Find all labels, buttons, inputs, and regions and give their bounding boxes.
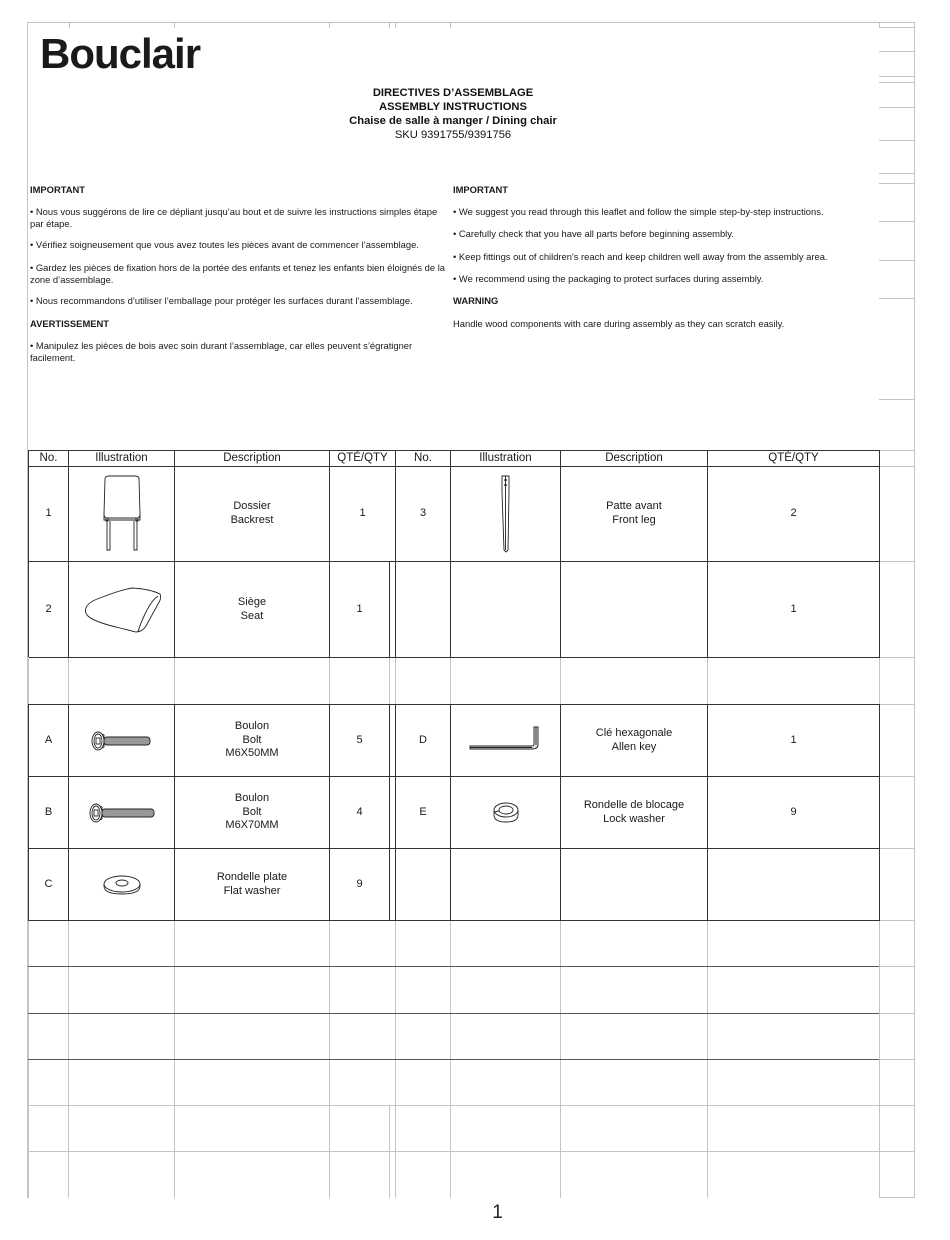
note-fr-2: • Vérifiez soigneusement que vous avez toutes les pièces avant de commencer l’assemblage.: [30, 239, 419, 250]
note-en-3: • Keep fittings out of children's reach and keep children well away from the assembly area.: [453, 251, 828, 262]
description-french: Clé hexagonale: [595, 726, 673, 739]
description-english: Lock washer: [603, 812, 665, 825]
part-quantity: 1: [359, 507, 366, 520]
important-heading-en: IMPORTANT: [453, 184, 509, 195]
part-number: D: [419, 733, 427, 746]
description-english: Front leg: [612, 514, 656, 526]
header-illustration-right: Illustration: [479, 451, 532, 464]
sku-label: SKU 9391755/9391756: [394, 129, 512, 141]
description-french: Siège: [237, 595, 267, 608]
description-french: Dossier: [233, 500, 271, 513]
backrest-illustration-icon: [69, 467, 174, 561]
bolt-spec: M6X50MM: [225, 747, 279, 760]
allen-key-illustration-icon: [451, 705, 560, 776]
warning-text-fr: • Manipulez les pièces de bois avec soin durant l’assemblage, car elles peuvent s’égratigner facilement.: [30, 340, 413, 363]
title-french: DIRECTIVES D’ASSEMBLAGE: [372, 87, 534, 99]
part-description: [561, 849, 707, 920]
empty-illustration-cell: [451, 849, 560, 920]
part-description: [175, 562, 329, 657]
header-qty-right: QTÉ/QTY: [768, 451, 819, 464]
description-french: Patte avant: [606, 500, 662, 513]
warning-heading-en: WARNING: [453, 295, 499, 306]
description-english: Backrest: [230, 514, 274, 526]
description-french: Boulon: [234, 792, 270, 805]
part-number: [396, 849, 450, 920]
note-fr-1: • Nous vous suggérons de lire ce dépliant jusqu’au bout et de suivre les instructions simples étape par étape.: [30, 206, 438, 229]
front-leg-illustration-icon: [451, 467, 560, 561]
flat-washer-illustration-icon: [69, 849, 174, 920]
part-quantity: 1: [790, 602, 797, 615]
notes-french: [30, 184, 450, 374]
warning-text-en: Handle wood components with care during assembly as they can scratch easily.: [453, 318, 785, 329]
part-quantity: 9: [356, 877, 363, 890]
document-title-block: [250, 86, 656, 142]
part-number: A: [44, 733, 53, 746]
part-quantity: [708, 849, 879, 920]
important-heading-fr: IMPORTANT: [30, 184, 86, 195]
header-illustration-left: Illustration: [95, 451, 148, 464]
part-number: 1: [45, 507, 52, 520]
part-description: [561, 467, 707, 561]
part-description: [175, 705, 329, 776]
note-fr-4: • Nous recommandons d’utiliser l’emballage pour protéger les surfaces durant l’assemblage.: [30, 295, 413, 306]
part-number: 2: [45, 602, 52, 615]
header-no-right: No.: [414, 451, 432, 464]
description-french: Rondelle plate: [216, 870, 288, 883]
notes-english: [453, 184, 878, 344]
part-quantity: 1: [356, 602, 363, 615]
note-en-1: • We suggest you read through this leaflet and follow the simple step-by-step instructions.: [453, 206, 824, 217]
part-description: [175, 777, 329, 848]
note-en-4: • We recommend using the packaging to protect surfaces during assembly.: [453, 273, 764, 284]
part-quantity: 1: [790, 733, 797, 746]
lock-washer-illustration-icon: [451, 777, 560, 848]
part-description: [561, 777, 707, 848]
title-english: ASSEMBLY INSTRUCTIONS: [379, 101, 527, 113]
header-description-right: Description: [605, 451, 663, 464]
seat-illustration-icon: [69, 562, 174, 657]
bolt-m6x70-illustration-icon: [69, 777, 174, 848]
empty-illustration-cell: [451, 562, 560, 657]
header-qty-left: QTÉ/QTY: [337, 451, 388, 464]
description-english: Allen key: [611, 740, 657, 753]
part-description: [561, 562, 707, 657]
part-number: C: [44, 877, 53, 890]
header-no-left: No.: [39, 451, 58, 464]
part-quantity: 4: [356, 805, 363, 818]
part-number: 3: [419, 507, 427, 520]
header-description-left: Description: [223, 451, 281, 464]
part-description: [175, 849, 329, 920]
note-fr-3: • Gardez les pièces de fixation hors de la portée des enfants et tenez les enfants bien éloignés de la zone d’assemblage.: [30, 262, 446, 285]
part-quantity: 5: [356, 733, 363, 746]
note-en-2: • Carefully check that you have all parts before beginning assembly.: [453, 228, 734, 239]
brand-logo: Bouclair: [40, 30, 201, 77]
description-french: Rondelle de blocage: [583, 798, 685, 811]
description-english: Bolt: [242, 805, 262, 818]
part-number: B: [44, 805, 53, 818]
part-number: [396, 562, 450, 657]
part-quantity: 2: [790, 507, 797, 520]
page-number: 1: [492, 1202, 503, 1223]
bolt-spec: M6X70MM: [225, 819, 279, 832]
part-quantity: 9: [790, 805, 797, 818]
warning-heading-fr: AVERTISSEMENT: [30, 318, 109, 329]
part-description: [561, 705, 707, 776]
description-english: Seat: [240, 609, 264, 622]
bolt-m6x50-illustration-icon: [69, 705, 174, 776]
description-french: Boulon: [234, 720, 270, 733]
product-name: Chaise de salle à manger / Dining chair: [349, 115, 557, 127]
description-english: Flat washer: [223, 884, 281, 897]
part-description: [175, 467, 329, 561]
part-number: E: [419, 805, 427, 818]
description-english: Bolt: [242, 733, 262, 746]
